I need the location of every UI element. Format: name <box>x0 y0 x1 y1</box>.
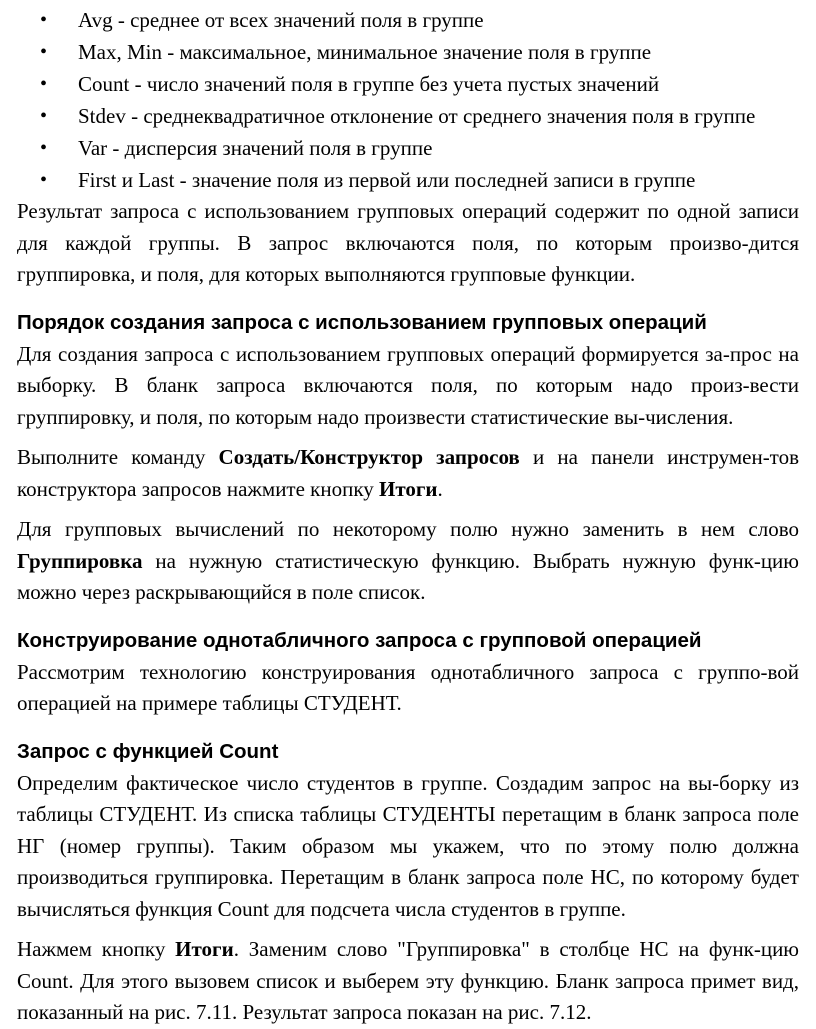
list-item <box>0 68 816 100</box>
paragraph-order-1: Для создания запроса с использованием групповых операций формируется за-прос на выборку. В бланк запроса включаются поля, по которым надо произ-вести группировку, и поля, по которым надо произвести статистические вы-числения. <box>17 341 799 429</box>
text-span: Выполните команду <box>17 445 219 469</box>
paragraph-count-2 <box>0 934 816 1029</box>
paragraph-order-2 <box>0 442 816 505</box>
bullet-icon: • <box>40 169 48 191</box>
list-item-text: Avg - среднее от всех значений поля в группе <box>78 8 484 32</box>
bullet-icon: • <box>40 105 48 127</box>
paragraph-count-1: Определим фактическое число студентов в группе. Создадим запрос на вы-борку из таблицы СТУДЕНТ. Из списка таблицы СТУДЕНТЫ перетащим в бланк запроса поле НГ (номер группы). Таким образом мы укажем, что по этому полю должна производиться группировка. Перетащим в бланк запроса поле НС, по которому будет вычисляться функция Count для подсчета числа студентов в группе. <box>17 770 799 921</box>
button-name: Итоги <box>379 476 438 501</box>
heading-single-table: Конструирование однотабличного запроса с групповой операцией <box>17 628 702 652</box>
text-span: Нажмем кнопку <box>17 937 176 961</box>
text-span: . Заменим слово "Группировка" в столбце НС на функ-цию Count. Для этого вызовем список и выберем эту функцию. Бланк запроса примет вид, показанный на рис. 7.11. Результат запроса показан на рис. 7.12. <box>17 937 799 1024</box>
paragraph-result: Результат запроса с использованием групповых операций содержит по одной записи для каждой группы. В запрос включаются поля, по которым произво-дится группировка, и поля, для которых выполняются групповые функции. <box>17 199 799 286</box>
heading-count: Запрос с функцией Count <box>17 739 279 763</box>
text-span: на нужную статистическую функцию. Выбрать нужную функ-цию можно через раскрывающийся в поле список. <box>17 548 799 604</box>
text-span: . <box>437 476 443 501</box>
list-item-text: First и Last - значение поля из первой или последней записи в группе <box>78 168 696 192</box>
list-item-text: Stdev - среднеквадратичное отклонение от среднего значения поля в группе <box>78 104 756 128</box>
aggregate-functions-list <box>0 4 816 196</box>
list-item <box>0 4 816 36</box>
bullet-icon: • <box>40 41 48 63</box>
list-item <box>0 36 816 68</box>
bullet-icon: • <box>40 9 48 31</box>
list-item <box>0 132 816 164</box>
list-item <box>0 100 816 132</box>
button-name: Итоги <box>175 937 234 961</box>
list-item-text: Var - дисперсия значений поля в группе <box>78 136 433 160</box>
keyword: Группировка <box>17 548 143 573</box>
heading-order: Порядок создания запроса с использованием групповых операций <box>17 310 707 334</box>
list-item-text: Count - число значений поля в группе без учета пустых значений <box>78 72 660 96</box>
paragraph-order-3 <box>0 514 816 609</box>
bullet-icon: • <box>40 137 48 159</box>
list-item <box>0 164 816 196</box>
text-span: Для групповых вычислений по некоторому полю нужно заменить в нем слово <box>17 517 799 541</box>
text-span: и на панели инструмен-тов конструктора запросов нажмите кнопку <box>17 445 799 501</box>
document-page <box>0 4 816 1027</box>
command-name: Создать/Конструктор запросов <box>218 445 520 469</box>
paragraph-single-table: Рассмотрим технологию конструирования однотабличного запроса с группо-вой операцией на примере таблицы СТУДЕНТ. <box>17 659 799 715</box>
bullet-icon: • <box>40 73 48 95</box>
list-item-text: Max, Min - максимальное, минимальное значение поля в группе <box>78 40 652 64</box>
